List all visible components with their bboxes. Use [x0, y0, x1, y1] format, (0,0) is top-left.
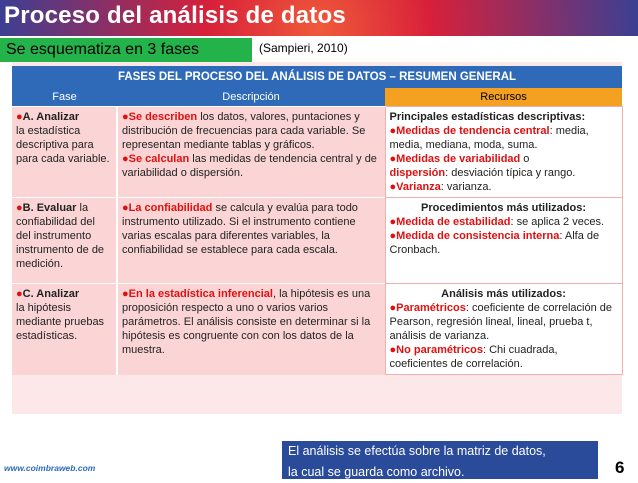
fase-title: B. Evaluar [22, 202, 77, 214]
rec-highlight: Medida de estabilidad [396, 216, 511, 228]
bullet-icon: ● [389, 216, 397, 228]
title-bar [0, 0, 638, 36]
rec-text: : coeficiente de correlación de Pearson, regresión lineal, lineal, prueba t, análisis de varianza. [389, 302, 613, 342]
desc-highlight: En la estadística inferencial [128, 288, 273, 300]
recursos-cell [385, 198, 622, 284]
table-row [12, 107, 622, 198]
rec-highlight: dispersión [389, 167, 446, 179]
desc-text: los datos, valores, puntaciones y distribución de frecuencias para cada variable. Se representan mediante tablas y gráficos. [122, 111, 366, 151]
fase-text: la hipótesis mediante pruebas estadísticas. [16, 302, 105, 342]
rec-text: : se aplica 2 veces. [510, 216, 605, 228]
rec-text: : varianza. [440, 181, 492, 193]
desc-text: se calcula y evalúa para todo instrumento utilizado. Si el instrumento contiene varias escalas para diferentes variables, la confiabilidad se establece para cada escala. [122, 202, 358, 256]
bullet-icon: ● [389, 125, 397, 137]
page-title: Proceso del análisis de datos [4, 2, 346, 29]
rec-text: o [520, 153, 530, 165]
rec-highlight: Medida de consistencia interna [396, 230, 560, 242]
desc-highlight: Se describen [128, 111, 198, 123]
footer-url[interactable]: www.coimbraweb.com [4, 463, 96, 473]
bullet-icon: ● [122, 202, 129, 214]
recursos-cell [385, 284, 622, 375]
rec-highlight: Paramétricos [396, 302, 466, 314]
fase-cell [12, 284, 117, 375]
rec-highlight: No paramétricos [396, 344, 483, 356]
rec-highlight: Medidas de variabilidad [396, 153, 521, 165]
bullet-icon: ● [122, 153, 129, 165]
summary-table [12, 66, 623, 375]
fase-cell [12, 107, 117, 198]
page-number: 6 [615, 458, 625, 477]
fase-cell [12, 198, 117, 284]
bullet-icon: ● [389, 181, 397, 193]
subtitle-box [0, 38, 252, 62]
summary-table-frame [12, 62, 622, 414]
subtitle-text: Se esquematiza en 3 fases [6, 41, 200, 58]
rec-text: : desviación típica y rango. [445, 167, 576, 179]
rec-text: : Chi cuadrada, coeficientes de correlación. [389, 344, 558, 370]
desc-highlight: La confiabilidad [128, 202, 213, 214]
table-row [12, 284, 622, 375]
desc-highlight: Se calculan [128, 153, 190, 165]
descripcion-cell [117, 284, 385, 375]
bullet-icon: ● [16, 202, 23, 214]
fase-title: A. Analizar [22, 111, 80, 123]
bullet-icon: ● [122, 288, 129, 300]
bullet-icon: ● [16, 111, 23, 123]
recursos-title: Análisis más utilizados: [441, 288, 566, 300]
bullet-icon: ● [389, 153, 397, 165]
recursos-title: Principales estadísticas descriptivas: [389, 111, 586, 123]
note-line-1: El análisis se efectúa sobre la matriz de datos, [288, 444, 546, 458]
recursos-title: Procedimientos más utilizados: [420, 202, 587, 214]
fase-text: la estadística descriptiva para para cada variable. [16, 125, 110, 165]
note-box [282, 441, 598, 479]
bullet-icon: ● [389, 230, 397, 242]
rec-highlight: Varianza [396, 181, 441, 193]
descripcion-cell [117, 198, 385, 284]
recursos-cell [385, 107, 622, 198]
table-header: FASES DEL PROCESO DEL ANÁLISIS DE DATOS – RESUMEN GENERAL [12, 66, 622, 88]
fase-title: C. Analizar [22, 288, 80, 300]
rec-highlight: Medidas de tendencia central [396, 125, 550, 137]
desc-text: las medidas de tendencia central y de variabilidad o dispersión. [122, 153, 377, 179]
citation: (Sampieri, 2010) [259, 41, 348, 55]
rec-text: : media, media, mediana, moda, suma. [389, 125, 589, 151]
column-header-recursos: Recursos [385, 88, 622, 107]
desc-text: , la hipótesis es una proposición respecto a uno o varios varios parámetros. El análisis consiste en determinar si la hipótesis es congruente con con los datos de la muestra. [122, 288, 371, 356]
bullet-icon: ● [389, 302, 397, 314]
bullet-icon: ● [389, 344, 397, 356]
column-header-fase: Fase [12, 88, 117, 107]
table-row [12, 198, 622, 284]
descripcion-cell [117, 107, 385, 198]
column-header-descripcion: Descripción [117, 88, 385, 107]
note-line-2: la cual se guarda como archivo. [288, 465, 465, 479]
bullet-icon: ● [122, 111, 129, 123]
bullet-icon: ● [16, 288, 23, 300]
fase-text: la confiabilidad del del instrumento instrumento de de medición. [16, 202, 105, 270]
rec-text: : Alfa de Cronbach. [389, 230, 600, 256]
